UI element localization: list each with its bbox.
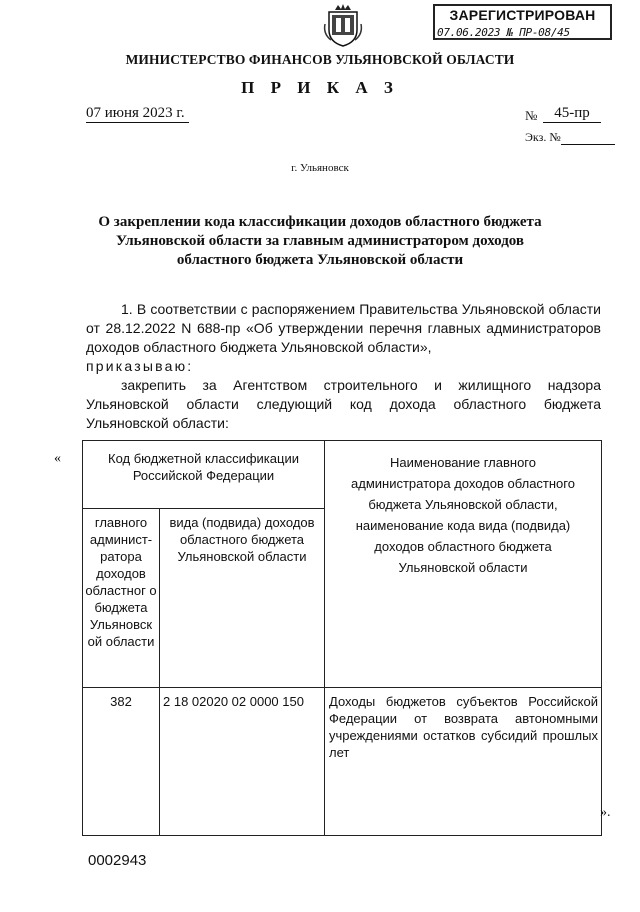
description-cell: Доходы бюджетов субъектов Российской Федерации от возврата автономными учреждениями остатков субсидий прошлых лет: [325, 688, 602, 836]
table-row: [83, 688, 602, 836]
document-title: [80, 213, 560, 270]
order-number: 45-пр: [543, 104, 601, 123]
coat-of-arms-icon: [321, 4, 365, 48]
paragraph-2: закрепить за Агентством строительного и жилищного надзора Ульяновской области следующий код дохода областного бюджета Ульяновской области:: [86, 377, 601, 431]
header-code: Код бюджетной классификации Российской Федерации: [83, 441, 325, 509]
table-header-row: [83, 441, 602, 509]
stamp-registration-line: [437, 26, 608, 39]
open-quote: «: [54, 451, 61, 466]
city: г. Ульяновск: [291, 162, 349, 174]
kind-code-cell: 2 18 02020 02 0000 150: [160, 688, 325, 836]
document-type: П Р И К А З: [241, 78, 399, 97]
registration-stamp: [433, 4, 612, 40]
subheader-kind: вида (подвида) доходов областного бюджета Ульяновской области: [160, 509, 325, 688]
order-word: приказываю:: [86, 358, 194, 374]
stamp-number-sign: №: [506, 26, 513, 39]
footer-code: 0002943: [88, 852, 147, 869]
title-line-2: Ульяновской области за главным администратором доходов: [115, 233, 525, 249]
title-line-3: областного бюджета Ульяновской области: [176, 252, 464, 268]
header-name: Наименование главного администратора доходов областного бюджета Ульяновской области, наименование кода вида (подвида) доходов областного бюджета Ульяновской области: [325, 441, 602, 688]
order-date: 07 июня 2023 г.: [86, 104, 189, 123]
paragraph-1-text: 1. В соответствии с распоряжением Правительства Ульяновской области от 28.12.2022 N 688-пр «Об утверждении перечня главных администраторов доходов областного бюджета Ульяновской области»,: [86, 301, 601, 355]
subheader-admin: главного админист-ратора доходов областног о бюджета Ульяновск ой области: [83, 509, 160, 688]
close-quote: ».: [600, 805, 611, 820]
copy-number-line: [561, 144, 615, 145]
paragraph-1: [86, 300, 601, 376]
revenue-code-table: [82, 440, 602, 836]
stamp-title: ЗАРЕГИСТРИРОВАН: [449, 7, 596, 23]
ministry-name: МИНИСТЕРСТВО ФИНАНСОВ УЛЬЯНОВСКОЙ ОБЛАСТИ: [125, 52, 515, 67]
stamp-date: 07.06.2023: [437, 26, 501, 39]
admin-code-cell: 382: [83, 688, 160, 836]
copy-number-label: Экз. №: [525, 130, 561, 144]
number-sign: №: [525, 108, 538, 123]
stamp-number: ПР-08/45: [519, 26, 570, 39]
title-line-1: О закреплении кода классификации доходов областного бюджета: [98, 214, 542, 230]
